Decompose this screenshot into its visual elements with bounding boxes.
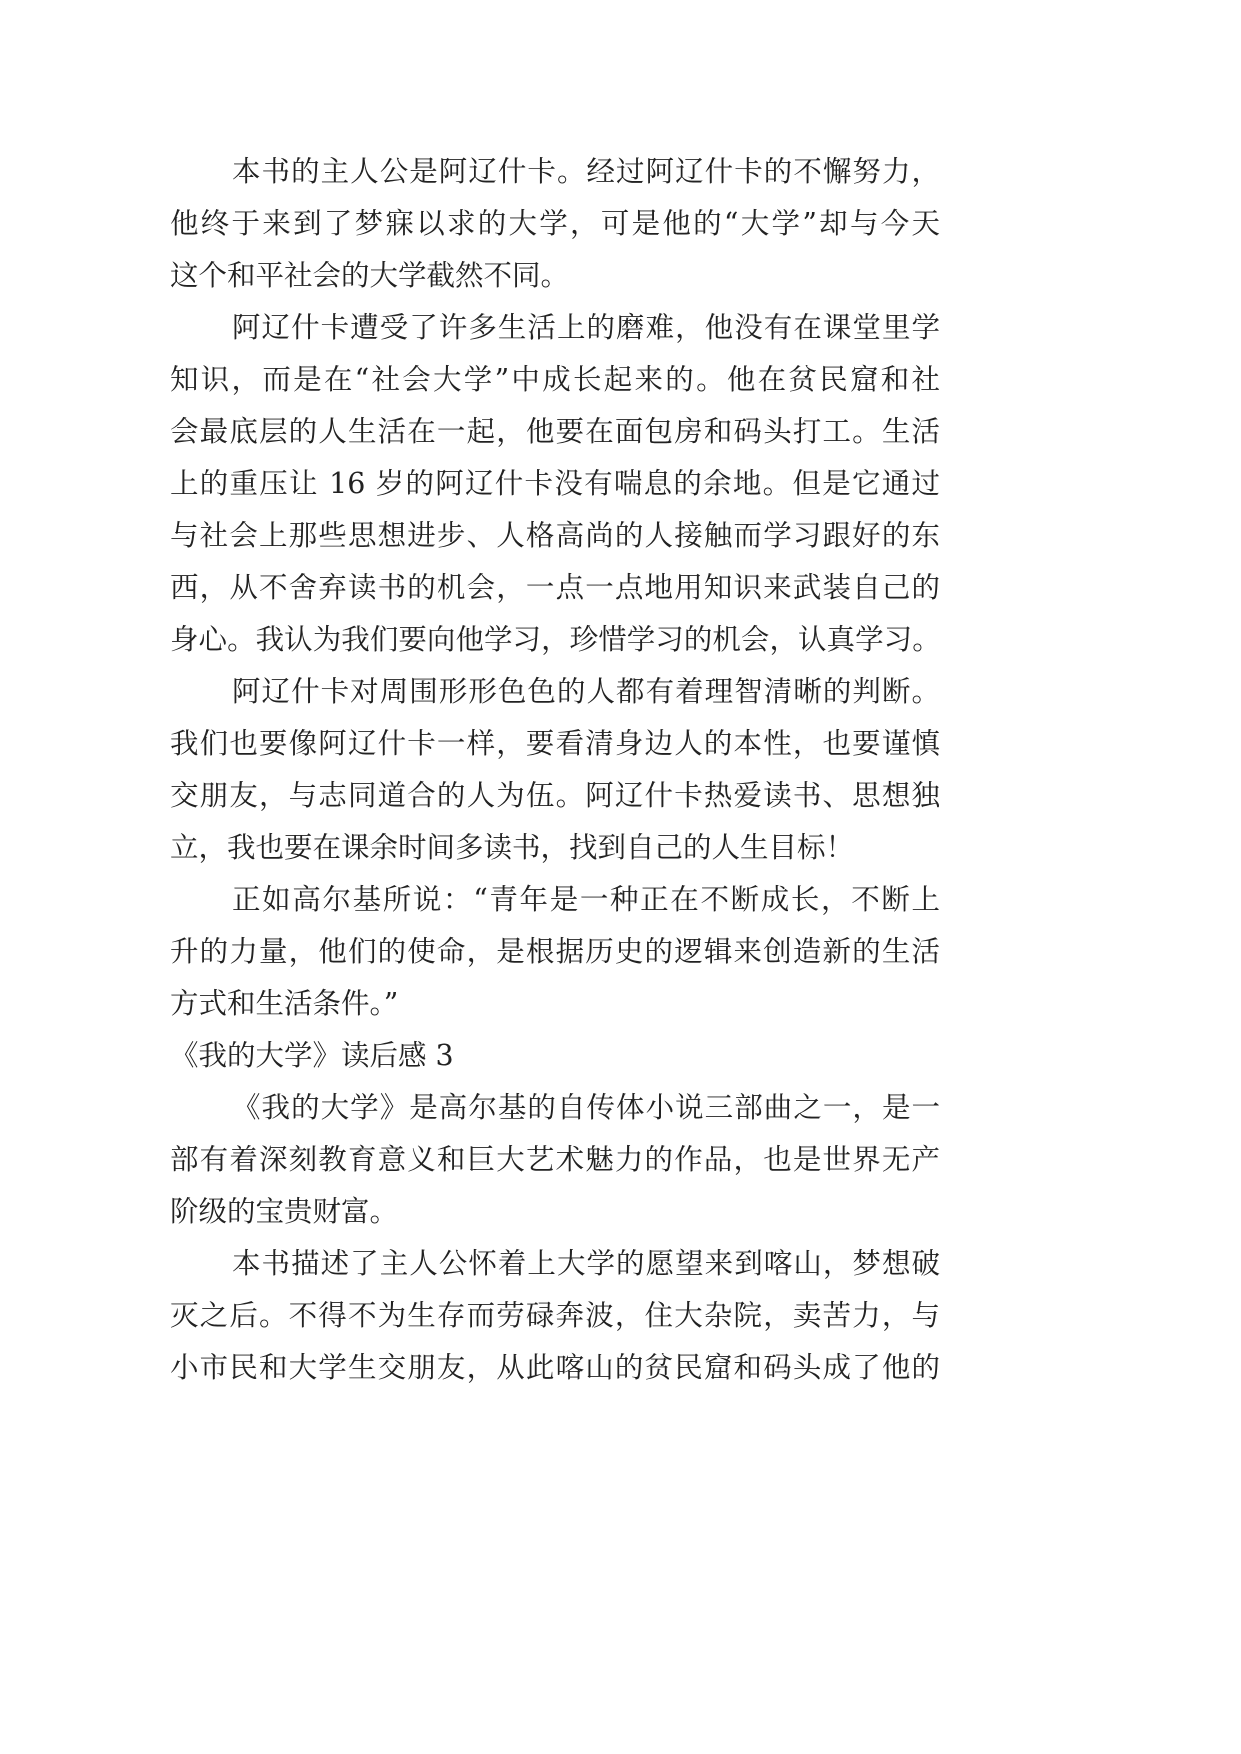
text-line: 知识，而是在“社会大学”中成长起来的。他在贫民窟和社 (170, 363, 940, 396)
text-line: 上的重压让 16 岁的阿辽什卡没有喘息的余地。但是它通过 (170, 467, 940, 500)
paragraph (170, 666, 940, 874)
text-line: 他终于来到了梦寐以求的大学，可是他的“大学”却与今天 (170, 207, 940, 240)
text-line: 阿辽什卡对周围形形色色的人都有着理智清晰的判断。 (232, 675, 940, 708)
paragraph (170, 1082, 940, 1238)
text-line: 阶级的宝贵财富。 (170, 1195, 399, 1228)
paragraph (170, 1238, 940, 1394)
text-line: 部有着深刻教育意义和巨大艺术魅力的作品，也是世界无产 (170, 1143, 940, 1176)
text-line: 小市民和大学生交朋友，从此喀山的贫民窟和码头成了他的 (170, 1351, 940, 1384)
text-line: 交朋友，与志同道合的人为伍。阿辽什卡热爱读书、思想独 (170, 779, 940, 812)
text-line: 灭之后。不得不为生存而劳碌奔波，住大杂院，卖苦力，与 (170, 1299, 940, 1332)
section-heading: 《我的大学》读后感 3 (170, 1039, 454, 1072)
text-line: 方式和生活条件。” (170, 987, 399, 1020)
paragraph (170, 874, 940, 1030)
text-line: 升的力量，他们的使命，是根据历史的逻辑来创造新的生活 (170, 935, 940, 968)
text-line: 西，从不舍弃读书的机会，一点一点地用知识来武装自己的 (170, 571, 940, 604)
text-line: 这个和平社会的大学截然不同。 (170, 259, 570, 292)
text-line: 《我的大学》是高尔基的自传体小说三部曲之一，是一 (232, 1091, 940, 1124)
text-line: 会最底层的人生活在一起，他要在面包房和码头打工。生活 (170, 415, 940, 448)
text-line: 正如高尔基所说：“青年是一种正在不断成长，不断上 (232, 883, 940, 916)
text-line: 本书的主人公是阿辽什卡。经过阿辽什卡的不懈努力， (232, 155, 940, 188)
text-line: 与社会上那些思想进步、人格高尚的人接触而学习跟好的东 (170, 519, 940, 552)
text-line: 本书描述了主人公怀着上大学的愿望来到喀山，梦想破 (232, 1247, 940, 1280)
document-body (170, 146, 940, 1394)
text-line: 立，我也要在课余时间多读书，找到自己的人生目标！ (170, 831, 855, 864)
paragraph (170, 302, 940, 666)
text-line: 阿辽什卡遭受了许多生活上的磨难，他没有在课堂里学 (232, 311, 940, 344)
text-line: 身心。我认为我们要向他学习，珍惜学习的机会，认真学习。 (170, 623, 940, 656)
paragraph (170, 146, 940, 302)
text-line: 我们也要像阿辽什卡一样，要看清身边人的本性，也要谨慎 (170, 727, 940, 760)
